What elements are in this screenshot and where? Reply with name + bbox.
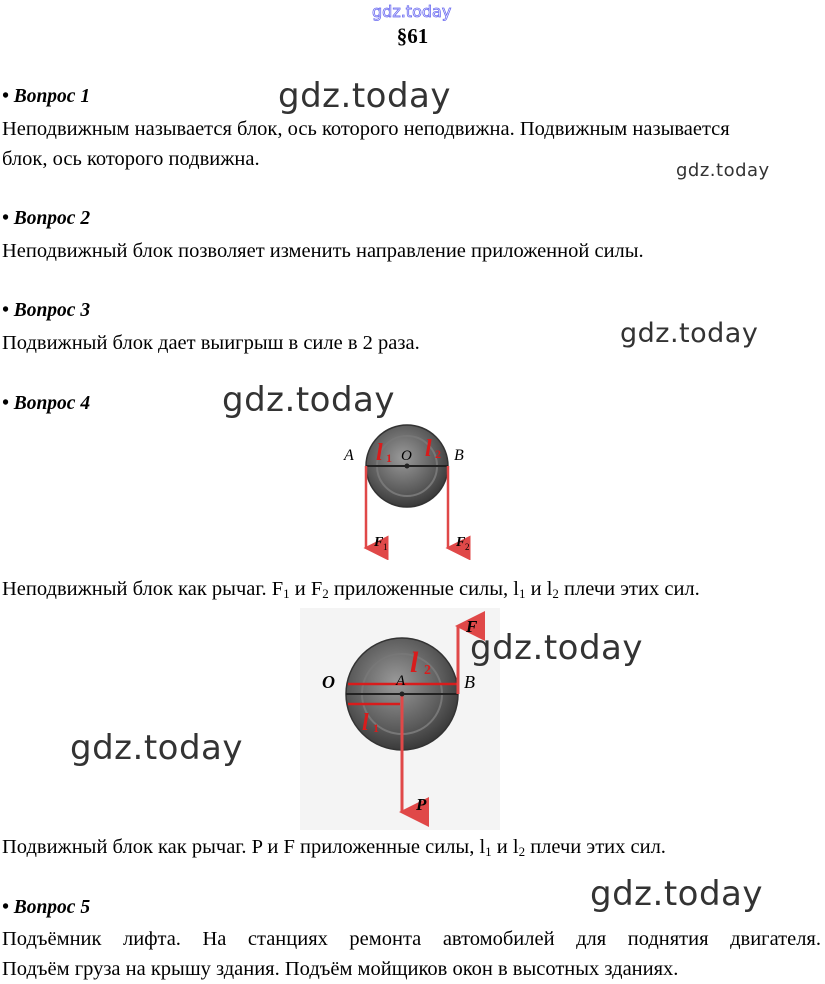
point-b-label: B (464, 672, 475, 692)
word: поднятия (627, 928, 709, 950)
question-3-label: • Вопрос 3 (2, 300, 91, 321)
question-2-label: • Вопрос 2 (2, 208, 91, 229)
question-4-label: • Вопрос 4 (2, 393, 91, 414)
force-p-label: P (416, 795, 427, 814)
point-o-label: O (401, 448, 412, 464)
svg-text:l: l (376, 440, 383, 466)
svg-text:l: l (362, 710, 369, 736)
word: ремонта (349, 928, 422, 950)
point-b-label: B (454, 447, 464, 464)
svg-text:2: 2 (424, 663, 431, 678)
word: лифта. (123, 928, 181, 950)
question-5-answer-line-1 (2, 924, 821, 954)
question-1-label: • Вопрос 1 (2, 86, 91, 107)
question-5-label: • Вопрос 5 (2, 897, 91, 918)
svg-text:1: 1 (383, 542, 388, 552)
figure-1-caption: Неподвижный блок как рычаг. $F_1$ и $F_2$ приложенные силы, $l_1$ и $l_2$ плечи этих сил. (2, 578, 700, 601)
watermark: gdz.today (676, 160, 770, 181)
force-f2-label (455, 535, 470, 552)
force-f-label: F (466, 617, 478, 636)
watermark: gdz.today (470, 628, 643, 668)
question-1-answer-line-2: блок, ось которого подвижна. (2, 148, 260, 170)
point-o-label: O (322, 672, 335, 692)
svg-text:2: 2 (465, 542, 470, 552)
svg-text:l: l (410, 646, 419, 679)
point-a-label: A (344, 447, 354, 464)
svg-text:F: F (456, 535, 466, 550)
word: Подъёмник (2, 928, 102, 950)
watermark: gdz.today (278, 76, 451, 116)
word: для (576, 928, 607, 950)
watermark: gdz.today (590, 874, 763, 914)
word: станциях (247, 928, 328, 950)
svg-text:1: 1 (373, 721, 379, 735)
word: На (202, 928, 227, 950)
question-5-answer-line-2: Подъём груза на крышу здания. Подъём мойщиков окон в высотных зданиях. (2, 958, 679, 980)
watermark: gdz.today (222, 380, 395, 420)
pivot-point (405, 464, 410, 469)
section-title: §61 (396, 24, 429, 48)
word: двигателя. (730, 928, 821, 950)
watermark: gdz.today (620, 318, 759, 349)
force-f1-label (373, 535, 388, 552)
word: автомобилей (442, 928, 555, 950)
question-3-answer: Подвижный блок дает выигрыш в силе в 2 раза. (2, 332, 420, 354)
question-1-answer-line-1: Неподвижным называется блок, ось которого неподвижна. Подвижным называется (2, 118, 730, 140)
site-logo: gdz.today (372, 2, 452, 21)
svg-text:2: 2 (435, 447, 441, 461)
point-a-label: A (396, 673, 406, 689)
svg-text:l: l (425, 436, 432, 462)
svg-text:1: 1 (386, 451, 392, 465)
figure-2-caption: Подвижный блок как рычаг. P и F приложенные силы, $l_1$ и $l_2$ плечи этих сил. (2, 836, 666, 859)
fixed-pulley-figure (340, 420, 490, 560)
svg-text:F: F (374, 535, 384, 550)
question-2-answer: Неподвижный блок позволяет изменить направление приложенной силы. (2, 240, 644, 262)
axis-point (400, 692, 405, 697)
watermark: gdz.today (70, 728, 243, 768)
